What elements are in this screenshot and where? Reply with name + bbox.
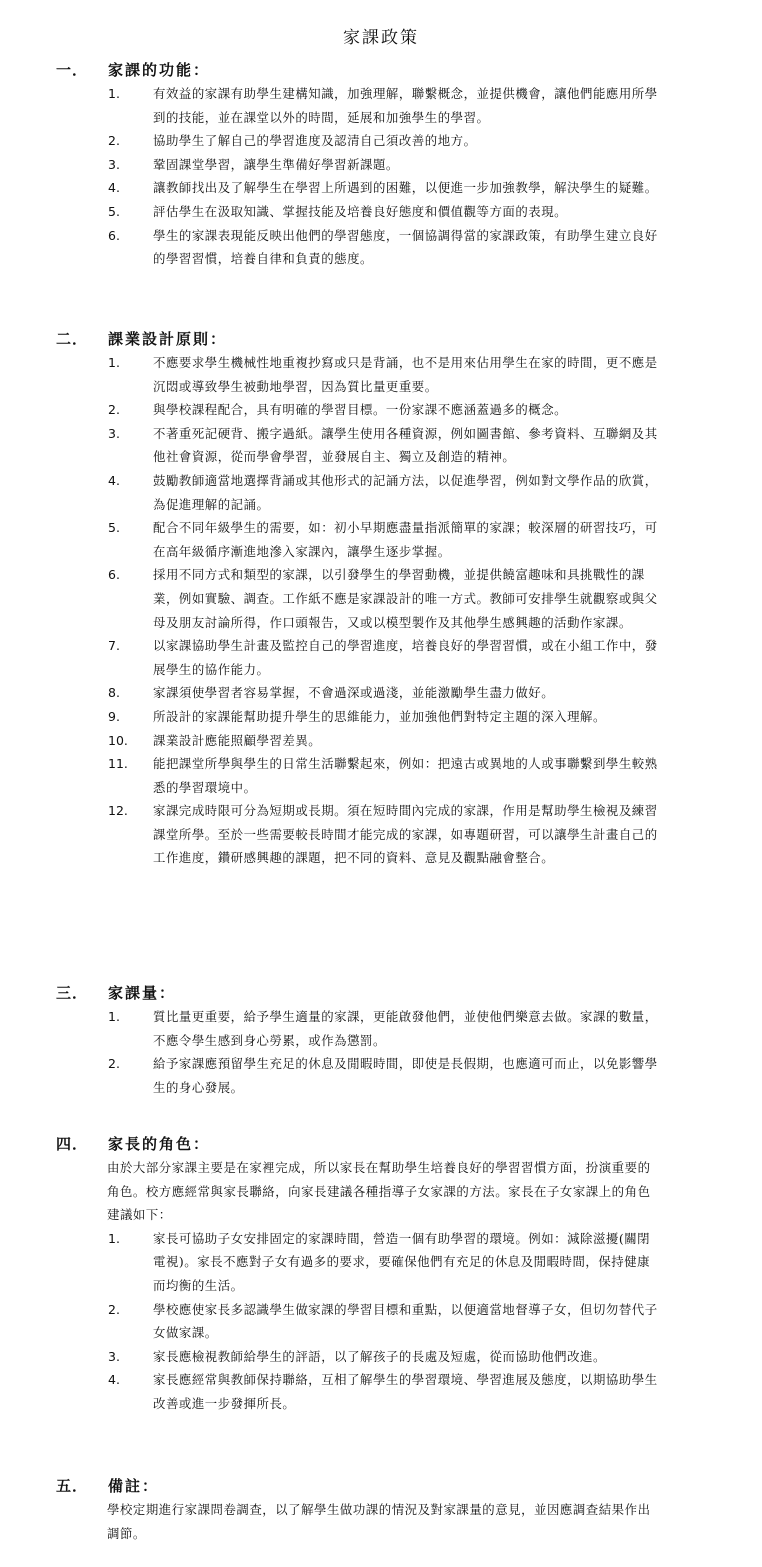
- item-number: 6.: [108, 567, 120, 583]
- item-number: 2.: [108, 1056, 120, 1072]
- item-number: 1.: [108, 1230, 120, 1246]
- item-number: 3.: [108, 156, 120, 172]
- item-number: 3.: [108, 1348, 120, 1364]
- item-text: 所設計的家課能幫助提升學生的思維能力，並加強他們對特定主題的深入理解。: [153, 708, 606, 724]
- list-item: [0, 153, 658, 177]
- item-text: 家長應經常與教師保持聯絡，互相了解學生的學習環境、學習進展及態度，以期協助學生改善或進一步發揮所長。: [153, 1372, 658, 1411]
- item-text: 家長應檢視教師給學生的評語，以了解孩子的長處及短處，從而協助他們改進。: [153, 1348, 606, 1364]
- list-item: [0, 200, 658, 224]
- item-text: 採用不同方式和類型的家課，以引發學生的學習動機，並提供饒富趣味和具挑戰性的課業，例如實驗、調查。工作紙不應是家課設計的唯一方式。教師可安排學生就觀察或與父母及朋友討論所得，作口頭報告，又或以模型製作及其他學生感興趣的活動作家課。: [153, 567, 658, 630]
- item-number: 4.: [108, 1372, 120, 1388]
- item-number: 4.: [108, 180, 120, 196]
- section-title: 備註：: [108, 1477, 160, 1495]
- list-item: [0, 1227, 658, 1298]
- item-number: 3.: [108, 425, 120, 441]
- list-item: [0, 1345, 658, 1369]
- section-items: [0, 82, 762, 271]
- item-number: 7.: [108, 638, 120, 654]
- section-number: 二．: [56, 330, 89, 348]
- section-number: 五．: [56, 1477, 89, 1495]
- list-item: [0, 1052, 658, 1099]
- item-number: 2.: [108, 1301, 120, 1317]
- item-number: 1.: [108, 86, 120, 101]
- section-design-principles: [0, 327, 762, 870]
- item-number: 11.: [108, 756, 128, 772]
- item-text: 學生的家課表現能反映出他們的學習態度，一個協調得當的家課政策，有助學生建立良好的學習習慣，培養自律和負責的態度。: [153, 227, 658, 267]
- section-heading: [0, 1132, 762, 1156]
- section-parent-role: [0, 1132, 762, 1416]
- list-item: [0, 729, 658, 753]
- section-items: [0, 351, 762, 870]
- section-title: 課業設計原則：: [108, 330, 228, 348]
- item-number: 4.: [108, 472, 120, 488]
- list-item: [0, 398, 658, 422]
- section-title: 家課的功能：: [108, 61, 211, 79]
- item-text: 不應要求學生機械性地重複抄寫或只是背誦，也不是用來佔用學生在家的時間，更不應是沉悶或導致學生被動地學習，因為質比量更重要。: [153, 355, 658, 394]
- list-item: [0, 799, 658, 870]
- list-item: [0, 224, 658, 271]
- section-title: 家課量：: [108, 984, 177, 1002]
- section-title: 家長的角色：: [108, 1135, 211, 1153]
- item-text: 協助學生了解自己的學習進度及認清自己須改善的地方。: [153, 133, 477, 149]
- item-text: 給予家課應預留學生充足的休息及閒暇時間，即使是長假期，也應適可而止，以免影響學生的身心發展。: [153, 1056, 658, 1095]
- item-text: 鞏固課堂學習，讓學生準備好學習新課題。: [153, 156, 399, 172]
- item-text: 讓教師找出及了解學生在學習上所遇到的困難，以便進一步加強教學，解決學生的疑難。: [153, 180, 658, 196]
- item-number: 9.: [108, 708, 120, 724]
- item-text: 課業設計應能照顧學習差異。: [153, 732, 322, 748]
- item-text: 與學校課程配合，具有明確的學習目標。一份家課不應涵蓋過多的概念。: [153, 402, 568, 418]
- section-items: [0, 1227, 762, 1416]
- list-item: [0, 176, 658, 200]
- list-item: [0, 82, 658, 129]
- section-number: 一．: [56, 61, 89, 79]
- list-item: [0, 634, 658, 681]
- item-text: 學校應使家長多認識學生做家課的學習目標和重點，以便適當地督導子女，但切勿替代子女做家課。: [153, 1301, 658, 1341]
- item-number: 2.: [108, 133, 120, 149]
- item-number: 10.: [108, 732, 128, 748]
- section-intro: 學校定期進行家課問卷調查，以了解學生做功課的情況及對家課量的意見，並因應調查結果作出調節。: [107, 1502, 651, 1541]
- item-text: 家課完成時限可分為短期或長期。須在短時間內完成的家課，作用是幫助學生檢視及練習課堂所學。至於一些需要較長時間才能完成的家課，如專題研習，可以讓學生計畫自己的工作進度，鑽研感興趣的課題，把不同的資料、意見及觀點融會整合。: [153, 803, 658, 866]
- item-text: 有效益的家課有助學生建構知識，加強理解，聯繫概念，並提供機會，讓他們能應用所學到的技能，並在課堂以外的時間，延展和加強學生的學習。: [153, 86, 658, 125]
- list-item: [0, 563, 658, 634]
- section-number: 四．: [56, 1135, 89, 1153]
- list-item: [0, 752, 658, 799]
- document-title: 家課政策: [343, 28, 419, 48]
- section-items: [0, 1005, 762, 1099]
- item-text: 評估學生在汲取知識、掌握技能及培養良好態度和價值觀等方面的表現。: [153, 203, 568, 219]
- section-heading: [0, 981, 762, 1005]
- list-item: [0, 1005, 658, 1052]
- item-number: 12.: [108, 803, 128, 819]
- list-item: [0, 351, 658, 398]
- item-text: 能把課堂所學與學生的日常生活聯繫起來，例如：把遠古或異地的人或事聯繫到學生較熟悉的學習環境中。: [153, 756, 658, 795]
- item-number: 1.: [108, 355, 120, 370]
- item-text: 家課須使學習者容易掌握，不會過深或過淺，並能激勵學生盡力做好。: [153, 685, 555, 701]
- list-item: [0, 1368, 658, 1415]
- item-number: 2.: [108, 402, 120, 418]
- item-text: 家長可協助子女安排固定的家課時間，營造一個有助學習的環境。例如：減除滋擾(關閉電視)。家長不應對子女有過多的要求，要確保他們有充足的休息及閒暇時間，保持健康而均衡的生活。: [153, 1230, 651, 1293]
- item-number: 5.: [108, 520, 120, 536]
- item-text: 質比量更重要，給予學生適量的家課，更能啟發他們，並使他們樂意去做。家課的數量，不應令學生感到身心勞累，或作為懲罰。: [153, 1009, 658, 1048]
- item-text: 不著重死記硬背、搬字過紙。讓學生使用各種資源，例如圖書館、參考資料、互聯網及其他社會資源，從而學會學習，並發展自主、獨立及創造的精神。: [153, 425, 658, 465]
- section-number: 三．: [56, 984, 89, 1002]
- item-text: 以家課協助學生計畫及監控自己的學習進度，培養良好的學習習慣，或在小組工作中，發展學生的協作能力。: [153, 638, 658, 677]
- list-item: [0, 422, 658, 469]
- item-text: 配合不同年級學生的需要，如：初小早期應盡量指派簡單的家課；較深層的研習技巧，可在高年級循序漸進地滲入家課內，讓學生逐步掌握。: [153, 520, 658, 559]
- section-heading: [0, 1474, 762, 1498]
- section-homework-amount: [0, 981, 762, 1099]
- item-number: 6.: [108, 227, 120, 243]
- list-item: [0, 705, 658, 729]
- item-number: 1.: [108, 1009, 120, 1024]
- item-number: 8.: [108, 685, 120, 701]
- item-number: 5.: [108, 203, 120, 219]
- list-item: [0, 516, 658, 563]
- section-functions: [0, 58, 762, 271]
- section-remarks: [0, 1474, 762, 1545]
- item-text: 鼓勵教師適當地選擇背誦或其他形式的記誦方法，以促進學習，例如對文學作品的欣賞，為促進理解的記誦。: [153, 472, 658, 512]
- list-item: [0, 681, 658, 705]
- list-item: [0, 1298, 658, 1345]
- list-item: [0, 469, 658, 516]
- list-item: [0, 129, 658, 153]
- section-heading: [0, 327, 762, 351]
- section-intro: 由於大部分家課主要是在家裡完成，所以家長在幫助學生培養良好的學習習慣方面，扮演重要的角色。校方應經常與家長聯絡，向家長建議各種指導子女家課的方法。家長在子女家課上的角色建議如下：: [107, 1160, 651, 1223]
- section-heading: [0, 58, 762, 82]
